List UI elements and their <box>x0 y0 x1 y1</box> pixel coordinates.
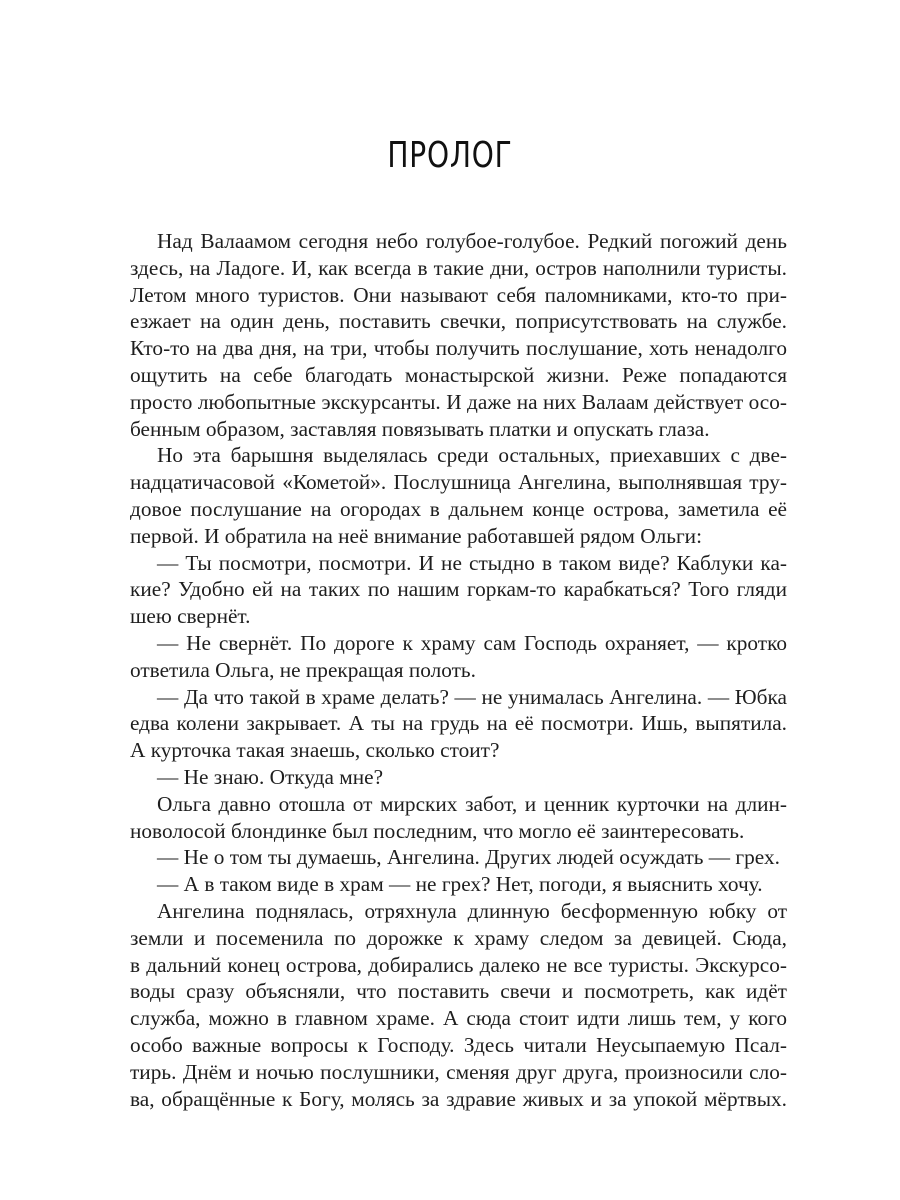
text-line: А курточка такая знаешь, сколько стоит? <box>130 738 500 763</box>
text-line: ответила Ольга, не прекращая полоть. <box>130 657 476 682</box>
text-line: тирь. Днём и ночью послушники, сменяя друг друга, произносили сло- <box>130 1059 787 1084</box>
text-line: просто любопытные экскурсанты. И даже на них Валаам действует осо- <box>130 389 787 414</box>
text-line: Кто-то на два дня, на три, чтобы получить послушание, хоть ненадолго <box>130 336 787 361</box>
text-line: надцатичасовой «Кометой». Послушница Ангелина, выполнявшая тру- <box>130 470 787 495</box>
text-line: Но эта барышня выделялась среди остальных, приехавших с две- <box>157 443 787 468</box>
dialogue-paragraph <box>130 550 787 630</box>
paragraph <box>130 898 787 1112</box>
text-line: ощутить на себе благодать монастырской жизни. Реже попадаются <box>130 362 787 387</box>
text-line: бенным образом, заставляя повязывать платки и опускать глаза. <box>130 416 710 441</box>
text-line: — Ты посмотри, посмотри. И не стыдно в таком виде? Каблуки ка- <box>157 550 787 575</box>
text-line: довое послушание на огородах в дальнем конце острова, заметила её <box>130 496 787 521</box>
paragraph <box>130 791 787 845</box>
text-line: кие? Удобно ей на таких по нашим горкам-то карабкаться? Того гляди <box>130 577 787 602</box>
text-line: — Да что такой в храме делать? — не унималась Ангелина. — Юбка <box>157 684 787 709</box>
text-line: Над Валаамом сегодня небо голубое-голубое. Редкий погожий день <box>157 229 787 253</box>
text-line: — А в таком виде в храм — не грех? Нет, погоди, я выяснить хочу. <box>157 872 763 897</box>
text-line: — Не свернёт. По дороге к храму сам Господь охраняет, — кротко <box>157 630 787 655</box>
text-line: Ольга давно отошла от мирских забот, и ценник курточки на длин- <box>157 791 787 816</box>
text-line: новолосой блондинке был последним, что могло её заинтересовать. <box>130 818 745 843</box>
dialogue-paragraph <box>130 684 787 764</box>
text-line: Летом много туристов. Они называют себя паломниками, кто-то при- <box>130 282 787 307</box>
text-line: ва, обращённые к Богу, молясь за здравие живых и за упокой мёртвых. <box>130 1086 787 1111</box>
body-text <box>130 228 787 1112</box>
dialogue-paragraph <box>130 764 787 791</box>
text-line: в дальний конец острова, добирались далеко не все туристы. Экскурсо- <box>130 952 787 977</box>
text-line: — Не знаю. Откуда мне? <box>157 764 384 789</box>
dialogue-paragraph <box>130 630 787 684</box>
chapter-title: ПРОЛОГ <box>387 135 513 176</box>
text-line: воды сразу объясняли, что поставить свечи и посмотреть, как идёт <box>130 979 787 1004</box>
text-line: здесь, на Ладоге. И, как всегда в такие дни, остров наполнили туристы. <box>130 255 787 280</box>
dialogue-paragraph <box>130 871 787 898</box>
text-line: — Не о том ты думаешь, Ангелина. Других людей осуждать — грех. <box>157 845 780 870</box>
paragraph <box>130 228 787 442</box>
text-line: Ангелина поднялась, отряхнула длинную бесформенную юбку от <box>157 898 787 923</box>
text-line: первой. И обратила на неё внимание работавшей рядом Ольги: <box>130 523 702 548</box>
dialogue-paragraph <box>130 844 787 871</box>
text-line: едва колени закрывает. А ты на грудь на её посмотри. Ишь, выпятила. <box>130 711 787 736</box>
text-line: шею свернёт. <box>130 604 251 629</box>
text-line: служба, можно в главном храме. А сюда стоит идти лишь тем, у кого <box>130 1006 787 1031</box>
text-line: земли и посеменила по дорожке к храму следом за девицей. Сюда, <box>130 925 787 950</box>
text-line: езжает на один день, поставить свечки, поприсутствовать на службе. <box>130 309 787 334</box>
paragraph <box>130 442 787 549</box>
text-line: особо важные вопросы к Господу. Здесь читали Неусыпаемую Псал- <box>130 1032 787 1057</box>
